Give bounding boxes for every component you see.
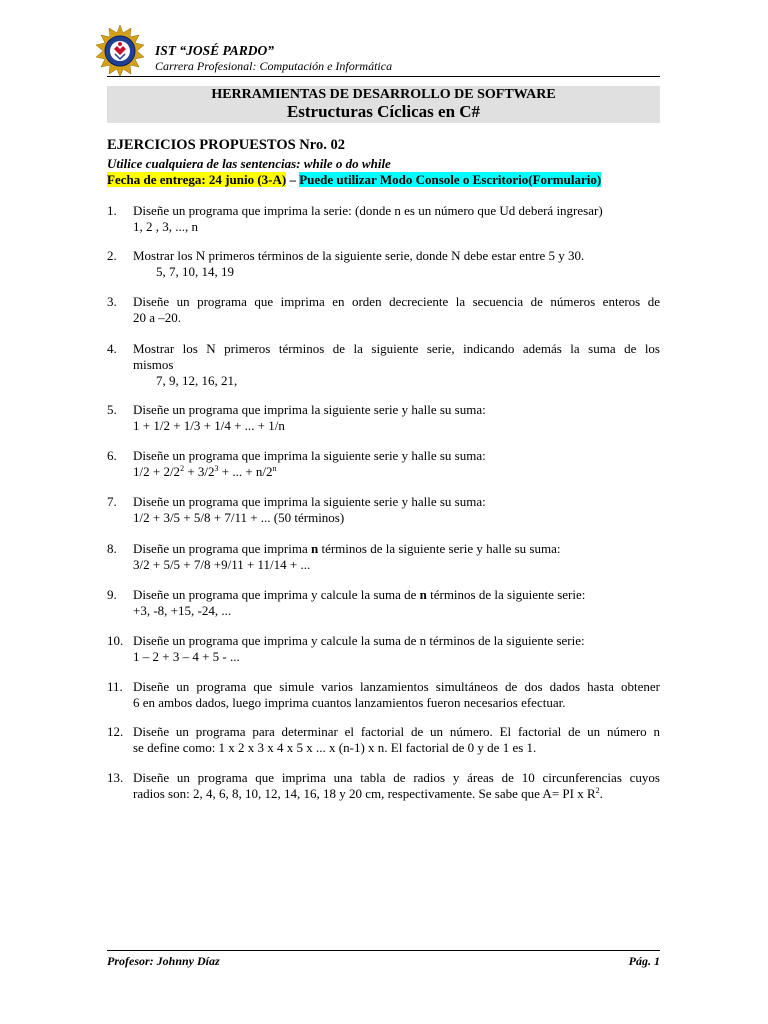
exercise-item: [107, 541, 660, 573]
institute-crest-logo: [93, 24, 147, 78]
exercise-series: +3, -8, +15, -24, ...: [133, 603, 232, 618]
text-part: términos de la siguiente serie:: [426, 587, 586, 602]
exercise-number: 10.: [107, 633, 124, 648]
exercise-number: 5.: [107, 402, 117, 417]
series-part: + ... + n/2: [218, 464, 273, 479]
exercise-item: [107, 448, 660, 480]
exercise-series: 1 – 2 + 3 – 4 + 5 - ...: [133, 649, 240, 664]
emphasis-n: n: [419, 587, 427, 602]
exercise-number: 2.: [107, 248, 117, 263]
exercise-text: Diseñe un programa para determinar el factorial de un número. El factorial de un número n: [133, 724, 660, 739]
exercise-number: 9.: [107, 587, 117, 602]
instructions: Utilice cualquiera de las sentencias: while o do while: [107, 156, 391, 171]
exercise-text: Diseñe un programa que imprima en orden decreciente la secuencia de números enteros de: [133, 294, 660, 309]
exercise-series: 3/2 + 5/5 + 7/8 +9/11 + 11/14 + ...: [133, 557, 311, 572]
exercise-number: 4.: [107, 341, 117, 356]
institution-name: IST “JOSÉ PARDO”: [155, 43, 275, 58]
exercise-text: Mostrar los N primeros términos de la siguiente serie, donde N debe estar entre 5 y 30.: [133, 248, 585, 263]
exercise-number: 3.: [107, 294, 117, 309]
exercise-text-cont: mismos: [133, 357, 174, 372]
footer-divider: [107, 950, 660, 951]
exercise-text: Diseñe un programa que imprima la siguiente serie y halle su suma:: [133, 494, 486, 509]
exercise-text-cont: 6 en ambos dados, luego imprima cuantos lanzamientos fueron necesarios efectuar.: [133, 695, 566, 710]
course-topic: Estructuras Cíclicas en C#: [286, 102, 481, 121]
course-subject: HERRAMIENTAS DE DESARROLLO DE SOFTWARE: [211, 87, 556, 102]
exercise-number: 11.: [107, 679, 123, 694]
exercise-item: [107, 633, 660, 665]
exercise-item: [107, 341, 660, 389]
course-banner: [107, 86, 660, 123]
exercise-text: Diseñe un programa que imprima la serie: (donde n es un número que Ud deberá ingresar): [133, 203, 603, 218]
page-number: Pág. 1: [628, 954, 660, 968]
exercise-text-cont: se define como: 1 x 2 x 3 x 4 x 5 x ... x (n-1) x n. El factorial de 0 y de 1 es 1.: [133, 740, 537, 755]
exercise-number: 12.: [107, 724, 124, 739]
exercise-number: 8.: [107, 541, 117, 556]
teacher-name: Profesor: Johnny Díaz: [107, 954, 220, 968]
exercise-item: [107, 248, 660, 280]
exercise-number: 7.: [107, 494, 117, 509]
series-part: 1/2 + 2/2: [133, 464, 181, 479]
exercise-series: 5, 7, 10, 14, 19: [156, 264, 234, 279]
exercise-series: 20 a –20.: [133, 310, 182, 325]
exercise-item: [107, 402, 660, 434]
exercise-item: [107, 724, 660, 756]
text-part: términos de la siguiente serie y halle su suma:: [318, 541, 561, 556]
due-date-label: Fecha de entrega: 24 junio (3-A): [107, 172, 287, 187]
due-date-line: [107, 172, 601, 188]
text-part: Diseñe un programa que imprima y calcule la suma de: [133, 587, 420, 602]
exercise-item: [107, 679, 660, 711]
exercise-number: 13.: [107, 770, 124, 785]
exercise-text: Diseñe un programa que imprima una tabla de radios y áreas de 10 circunferencias cuyos: [133, 770, 660, 785]
text-part: .: [599, 786, 603, 801]
text-part: radios son: 2, 4, 6, 8, 10, 12, 14, 16, 18 y 20 cm, respectivamente. Se sabe que A= PI x R: [133, 786, 596, 801]
exercise-item: [107, 770, 660, 802]
exponent: 3: [214, 464, 219, 473]
exercise-item: [107, 587, 660, 619]
text-part: Diseñe un programa que imprima: [133, 541, 311, 556]
exercise-series: 1 + 1/2 + 1/3 + 1/4 + ... + 1/n: [133, 418, 285, 433]
exercise-number: 6.: [107, 448, 117, 463]
exercise-series: 1, 2 , 3, ..., n: [133, 219, 198, 234]
exercise-item: [107, 294, 660, 326]
header-divider: [107, 76, 660, 77]
exercise-item: [107, 203, 660, 235]
program-name: Carrera Profesional: Computación e Informática: [155, 59, 393, 73]
exercise-text: Diseñe un programa que imprima y calcule la suma de n términos de la siguiente serie:: [133, 633, 585, 648]
exponent: n: [272, 464, 277, 473]
exercise-text: [133, 541, 660, 557]
section-title: EJERCICIOS PROPUESTOS Nro. 02: [107, 137, 345, 153]
exercise-text: Mostrar los N primeros términos de la siguiente serie, indicando además la suma de los: [133, 341, 660, 356]
exercise-series: [133, 464, 660, 480]
series-part: + 3/2: [184, 464, 215, 479]
exercise-text: [133, 587, 660, 603]
exercise-text: Diseñe un programa que imprima la siguiente serie y halle su suma:: [133, 402, 486, 417]
exponent: 2: [595, 786, 600, 795]
dash: –: [286, 172, 300, 187]
exercise-number: 1.: [107, 203, 117, 218]
exercise-text-cont: [133, 786, 660, 802]
mode-note: Puede utilizar Modo Console o Escritorio(Formulario): [299, 172, 602, 187]
exercise-series: 7, 9, 12, 16, 21,: [156, 373, 238, 388]
exercise-text: Diseñe un programa que imprima la siguiente serie y halle su suma:: [133, 448, 486, 463]
exercise-series: 1/2 + 3/5 + 5/8 + 7/11 + ... (50 términos): [133, 510, 345, 525]
emphasis-n: n: [310, 541, 319, 556]
exercise-text: Diseñe un programa que simule varios lanzamientos simultáneos de dos dados hasta obtener: [133, 679, 660, 694]
exponent: 2: [180, 464, 185, 473]
exercise-item: [107, 494, 660, 526]
